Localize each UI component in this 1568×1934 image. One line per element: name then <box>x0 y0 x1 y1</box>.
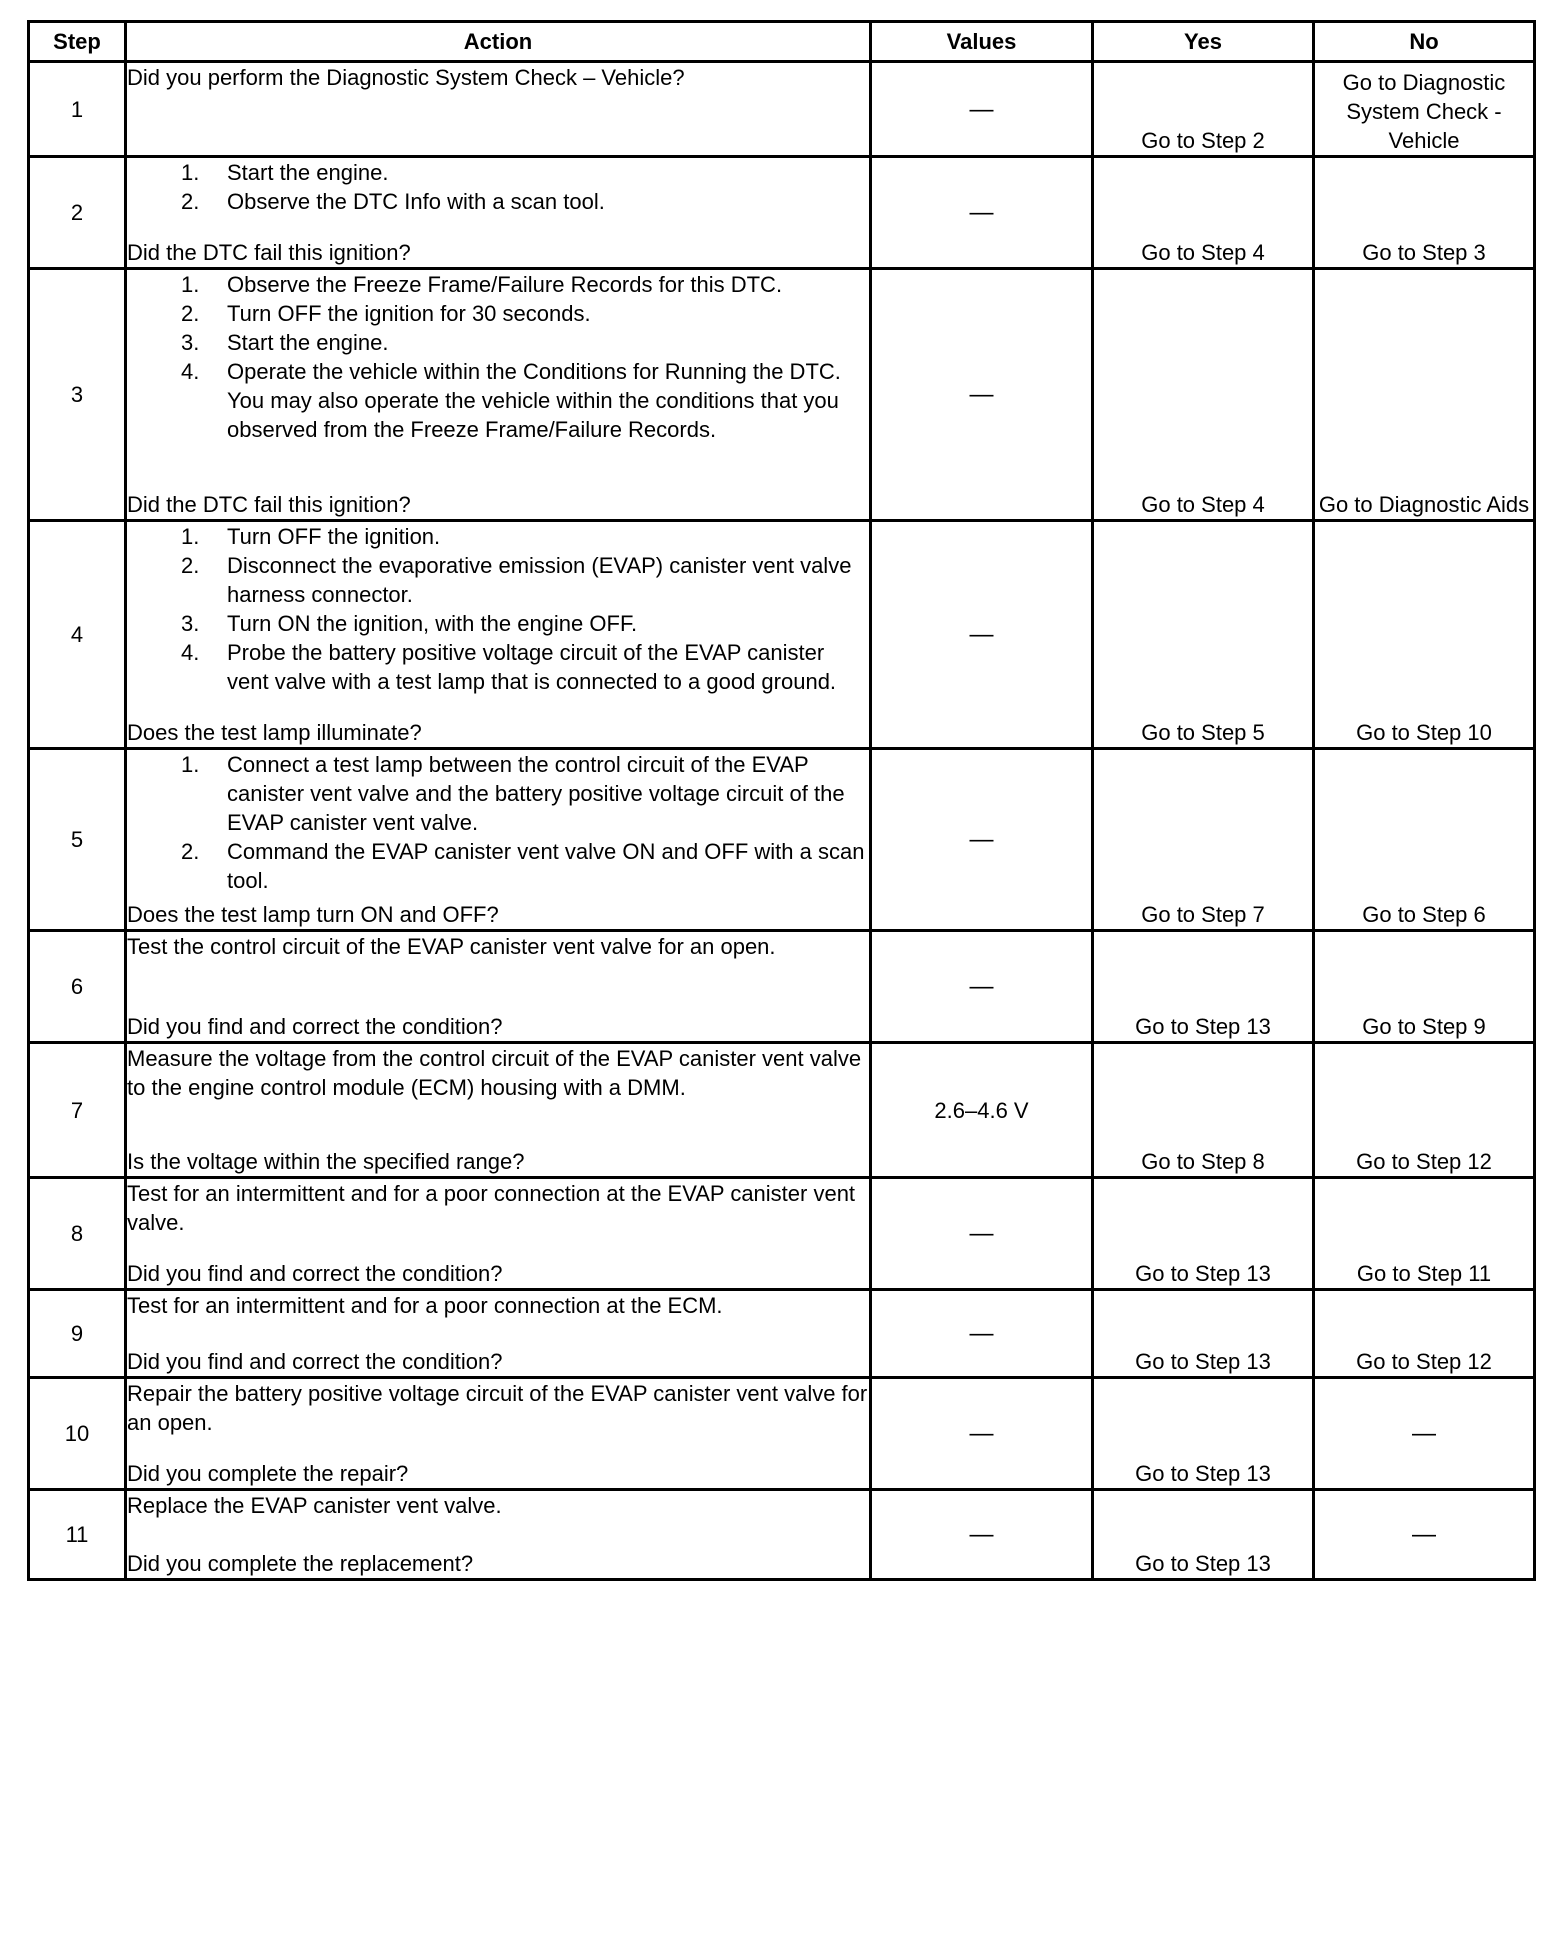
substep-item <box>127 357 869 444</box>
step-number: 7 <box>29 1043 126 1178</box>
substep-number: 3. <box>181 330 200 355</box>
action-cell <box>126 1178 871 1290</box>
action-cell <box>126 62 871 157</box>
no-text: — <box>1412 1420 1436 1447</box>
substep-text: Connect a test lamp between the control circuit of the EVAP canister vent valve and the battery positive voltage circuit of the EVAP canister vent valve. <box>227 752 845 835</box>
substep-number: 1. <box>181 752 200 777</box>
no-cell <box>1314 1378 1535 1490</box>
action-instruction: Repair the battery positive voltage circuit of the EVAP canister vent valve for an open. <box>127 1381 868 1435</box>
step-number: 1 <box>29 62 126 157</box>
action-content <box>127 1491 869 1578</box>
action-instruction: Test for an intermittent and for a poor connection at the ECM. <box>127 1293 723 1318</box>
value-text: — <box>969 826 994 853</box>
yes-cell: Go to Step 4 <box>1093 157 1314 269</box>
substep-text: Disconnect the evaporative emission (EVAP) canister vent valve harness connector. <box>227 553 852 607</box>
action-top <box>127 1379 869 1437</box>
values-cell <box>871 749 1093 931</box>
values-cell <box>871 931 1093 1043</box>
action-cell <box>126 1378 871 1490</box>
action-content <box>127 1291 869 1376</box>
action-cell <box>126 157 871 269</box>
action-cell <box>126 1490 871 1580</box>
substep-text: Start the engine. <box>227 160 389 185</box>
action-top <box>127 158 869 216</box>
values-cell <box>871 269 1093 521</box>
step-number: 2 <box>29 157 126 269</box>
substep-item <box>127 609 869 638</box>
action-instruction: Replace the EVAP canister vent valve. <box>127 1493 502 1518</box>
substep-item <box>127 551 869 609</box>
action-top <box>127 270 869 444</box>
no-cell <box>1314 931 1535 1043</box>
action-top <box>127 750 869 895</box>
no-text: Go to Step 6 <box>1362 902 1486 927</box>
table-row <box>29 1043 1535 1178</box>
no-text: Go to Diagnostic System Check - Vehicle <box>1342 70 1506 153</box>
substep-number: 1. <box>181 524 200 549</box>
substep-item <box>127 638 869 696</box>
yes-cell: Go to Step 13 <box>1093 1490 1314 1580</box>
action-top <box>127 1179 869 1237</box>
table-body <box>29 62 1535 1580</box>
action-content <box>127 63 869 155</box>
no-cell <box>1314 1178 1535 1290</box>
substep-text: Probe the battery positive voltage circuit of the EVAP canister vent valve with a test lamp that is connected to a good ground. <box>227 640 837 694</box>
action-question: Did you find and correct the condition? <box>127 1261 503 1286</box>
no-cell <box>1314 62 1535 157</box>
substep-text: Turn OFF the ignition for 30 seconds. <box>227 301 591 326</box>
substep-text: Operate the vehicle within the Conditions for Running the DTC. You may also operate the vehicle within the conditions that you observed from the Freeze Frame/Failure Records. <box>227 359 841 442</box>
action-top <box>127 63 869 92</box>
action-top <box>127 932 869 961</box>
action-content <box>127 750 869 929</box>
action-question: Is the voltage within the specified range? <box>127 1149 525 1174</box>
substep-text: Command the EVAP canister vent valve ON and OFF with a scan tool. <box>227 839 865 893</box>
step-number: 9 <box>29 1290 126 1378</box>
action-top <box>127 1291 869 1320</box>
value-text: — <box>969 95 994 123</box>
substep-item <box>127 750 869 837</box>
yes-cell: Go to Step 13 <box>1093 931 1314 1043</box>
action-content <box>127 522 869 747</box>
no-text: Go to Step 12 <box>1356 1349 1492 1374</box>
value-text: — <box>969 621 994 648</box>
substep-item <box>127 158 869 187</box>
substep-text: Start the engine. <box>227 330 389 355</box>
action-question: Does the test lamp illuminate? <box>127 720 422 745</box>
step-number: 3 <box>29 269 126 521</box>
no-text: Go to Step 12 <box>1356 1149 1492 1174</box>
no-cell <box>1314 269 1535 521</box>
action-question: Did the DTC fail this ignition? <box>127 492 411 517</box>
yes-cell: Go to Step 13 <box>1093 1378 1314 1490</box>
header-values: Values <box>871 22 1093 62</box>
table-row <box>29 749 1535 931</box>
action-content <box>127 158 869 267</box>
action-question: Did the DTC fail this ignition? <box>127 240 411 265</box>
step-number: 10 <box>29 1378 126 1490</box>
table-row <box>29 1378 1535 1490</box>
values-cell <box>871 1043 1093 1178</box>
substep-number: 2. <box>181 553 200 578</box>
yes-cell: Go to Step 13 <box>1093 1178 1314 1290</box>
value-text: — <box>969 1320 994 1347</box>
header-action: Action <box>126 22 871 62</box>
yes-cell: Go to Step 2 <box>1093 62 1314 157</box>
table-row <box>29 1490 1535 1580</box>
values-cell <box>871 1290 1093 1378</box>
substep-number: 1. <box>181 272 200 297</box>
table-row <box>29 62 1535 157</box>
action-instruction: Measure the voltage from the control circuit of the EVAP canister vent valve to the engine control module (ECM) housing with a DMM. <box>127 1046 862 1100</box>
action-cell <box>126 749 871 931</box>
value-text: — <box>969 973 994 1000</box>
no-text: Go to Step 11 <box>1356 1261 1492 1286</box>
action-content <box>127 1379 869 1488</box>
action-top <box>127 1491 869 1520</box>
action-cell <box>126 1043 871 1178</box>
values-cell <box>871 1378 1093 1490</box>
table-row <box>29 1290 1535 1378</box>
header-step: Step <box>29 22 126 62</box>
step-number: 8 <box>29 1178 126 1290</box>
step-number: 4 <box>29 521 126 749</box>
substep-number: 4. <box>181 359 200 384</box>
action-instruction: Test the control circuit of the EVAP canister vent valve for an open. <box>127 934 776 959</box>
substep-item <box>127 299 869 328</box>
table-row <box>29 157 1535 269</box>
substep-text: Observe the DTC Info with a scan tool. <box>227 189 605 214</box>
action-content <box>127 270 869 519</box>
table-row <box>29 931 1535 1043</box>
substep-item <box>127 187 869 216</box>
action-cell <box>126 269 871 521</box>
action-question: Did you complete the replacement? <box>127 1551 474 1576</box>
values-cell <box>871 157 1093 269</box>
no-cell <box>1314 521 1535 749</box>
value-text: 2.6–4.6 V <box>934 1097 1029 1123</box>
value-text: — <box>969 199 994 226</box>
values-cell <box>871 62 1093 157</box>
substep-number: 2. <box>181 301 200 326</box>
values-cell <box>871 1178 1093 1290</box>
no-text: — <box>1412 1521 1436 1548</box>
yes-cell: Go to Step 8 <box>1093 1043 1314 1178</box>
action-substeps <box>127 750 869 895</box>
no-text: Go to Step 10 <box>1356 720 1492 745</box>
action-instruction: Did you perform the Diagnostic System Check – Vehicle? <box>127 65 685 90</box>
action-top <box>127 1044 869 1102</box>
no-cell <box>1314 1290 1535 1378</box>
action-content <box>127 932 869 1041</box>
substep-number: 2. <box>181 189 200 214</box>
action-cell <box>126 1290 871 1378</box>
values-cell <box>871 521 1093 749</box>
yes-cell: Go to Step 4 <box>1093 269 1314 521</box>
value-text: — <box>969 1420 994 1447</box>
yes-cell: Go to Step 7 <box>1093 749 1314 931</box>
step-number: 11 <box>29 1490 126 1580</box>
no-cell <box>1314 749 1535 931</box>
yes-cell: Go to Step 5 <box>1093 521 1314 749</box>
action-cell <box>126 521 871 749</box>
action-instruction: Test for an intermittent and for a poor connection at the EVAP canister vent valve. <box>127 1181 856 1235</box>
no-cell <box>1314 1490 1535 1580</box>
action-substeps <box>127 522 869 696</box>
header-no: No <box>1314 22 1535 62</box>
no-cell <box>1314 157 1535 269</box>
action-content <box>127 1044 869 1176</box>
substep-number: 2. <box>181 839 200 864</box>
table-row <box>29 521 1535 749</box>
value-text: — <box>969 1521 994 1548</box>
no-text: Go to Step 3 <box>1362 240 1486 265</box>
substep-item <box>127 837 869 895</box>
action-question: Does the test lamp turn ON and OFF? <box>127 902 499 927</box>
substep-number: 4. <box>181 640 200 665</box>
action-content <box>127 1179 869 1288</box>
step-number: 6 <box>29 931 126 1043</box>
action-cell <box>126 931 871 1043</box>
substep-text: Turn ON the ignition, with the engine OFF. <box>227 611 638 636</box>
value-text: — <box>969 381 994 408</box>
action-top <box>127 522 869 696</box>
substep-item <box>127 328 869 357</box>
action-substeps <box>127 270 869 444</box>
substep-number: 1. <box>181 160 200 185</box>
diagnostic-table <box>27 20 1536 1581</box>
table-row <box>29 1178 1535 1290</box>
substep-text: Turn OFF the ignition. <box>227 524 441 549</box>
step-number: 5 <box>29 749 126 931</box>
yes-cell: Go to Step 13 <box>1093 1290 1314 1378</box>
value-text: — <box>969 1220 994 1247</box>
no-text: Go to Diagnostic Aids <box>1318 492 1530 517</box>
action-question: Did you find and correct the condition? <box>127 1014 503 1039</box>
header-row <box>29 22 1535 62</box>
no-text: Go to Step 9 <box>1362 1014 1486 1039</box>
table-row <box>29 269 1535 521</box>
action-question: Did you complete the repair? <box>127 1461 409 1486</box>
action-question: Did you find and correct the condition? <box>127 1349 503 1374</box>
substep-item <box>127 270 869 299</box>
substep-number: 3. <box>181 611 200 636</box>
substep-text: Observe the Freeze Frame/Failure Records for this DTC. <box>227 272 783 297</box>
action-substeps <box>127 158 869 216</box>
header-yes: Yes <box>1093 22 1314 62</box>
no-cell <box>1314 1043 1535 1178</box>
substep-item <box>127 522 869 551</box>
values-cell <box>871 1490 1093 1580</box>
